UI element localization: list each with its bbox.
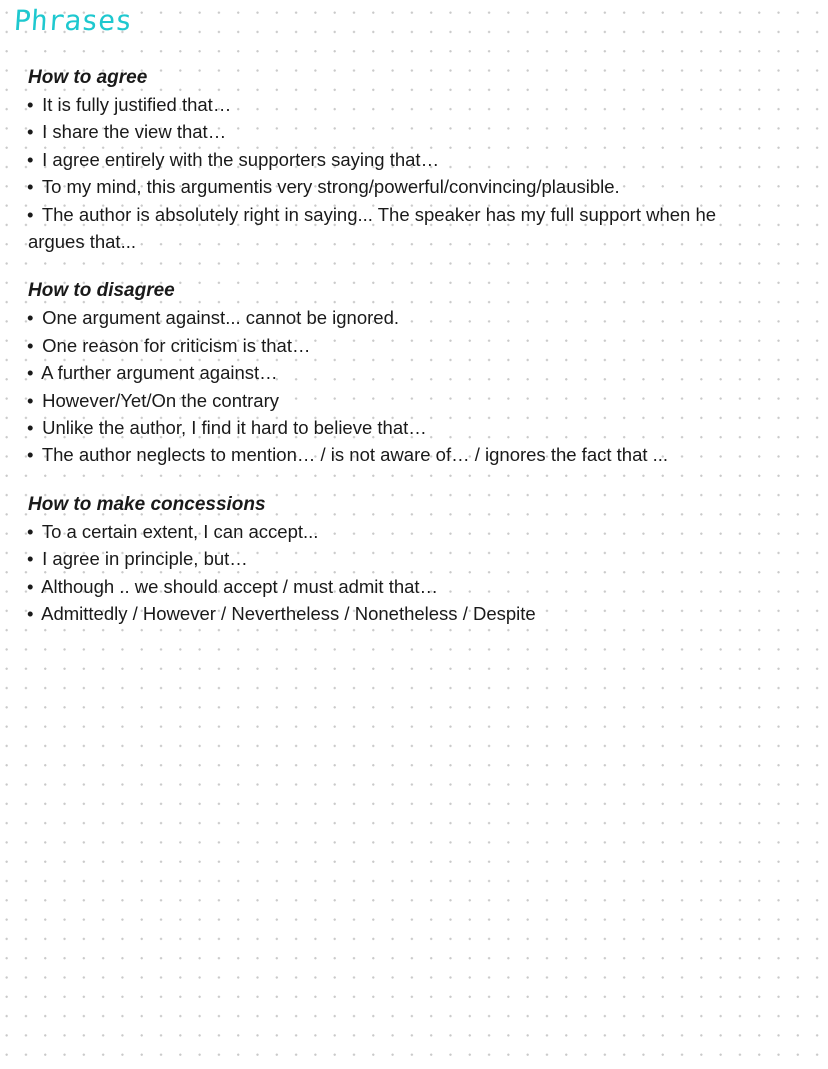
phrase-text: To a certain extent, I can accept... [41,520,319,542]
phrase-text: Unlike the author, I find it hard to believe that… [42,417,427,439]
phrase-text: One argument against... cannot be ignored. [42,307,400,329]
section-disagree [28,277,768,468]
list-item [28,146,758,173]
bullet: • [27,575,34,597]
bullet: • [27,362,34,384]
bullet: • [27,444,34,466]
phrase-text: A further argument against… [41,362,278,384]
bullet: • [27,603,34,625]
phrase-list-concessions [28,518,768,628]
phrase-text: I agree in principle, but… [42,548,248,570]
list-item [28,91,758,118]
list-item [28,118,758,145]
bullet: • [27,94,34,115]
list-item [28,600,758,627]
phrase-text: To my mind, this argumentis very strong/powerful/convincing/plausible. [41,176,620,198]
phrase-text: It is fully justified that… [42,94,232,115]
phrase-text: One reason for criticism is that… [42,334,311,356]
list-item [28,359,758,386]
phrase-text: The author is absolutely right in saying... The speaker has my full support when he argues that... [28,203,717,253]
list-item [28,201,758,256]
phrase-text: The author neglects to mention… / is not aware of… / ignores the fact that ... [41,444,669,466]
list-item [28,573,758,600]
list-item [28,518,758,545]
phrase-text: Admittedly / However / Nevertheless / Nonetheless / Despite [41,603,536,625]
list-item [28,545,758,572]
list-item [28,414,758,441]
list-item [28,387,758,414]
section-heading-agree: How to agree [28,67,148,88]
bullet: • [27,548,34,570]
bullet: • [27,334,34,356]
section-concessions [28,491,768,628]
list-item [28,304,758,331]
list-item [28,173,758,200]
bullet: • [27,417,34,439]
phrase-text: I share the view that… [42,121,227,143]
page-title: Phrases [12,4,134,37]
bullet: • [27,148,34,170]
phrase-text: I agree entirely with the supporters saying that… [42,148,440,170]
phrase-text: However/Yet/On the contrary [42,389,279,411]
phrase-text: Although .. we should accept / must admit that… [41,575,439,597]
bullet: • [27,389,34,411]
phrase-list-disagree [28,304,768,468]
list-item [28,332,758,359]
section-heading-concessions: How to make concessions [28,493,266,515]
bullet: • [27,203,34,225]
bullet: • [27,307,34,329]
section-agree [28,64,768,255]
phrase-list-agree [28,91,768,255]
phrases-content [28,64,768,650]
bullet: • [27,121,34,143]
section-heading-disagree: How to disagree [28,280,175,302]
list-item [28,441,758,468]
bullet: • [27,176,34,198]
bullet: • [27,520,34,542]
